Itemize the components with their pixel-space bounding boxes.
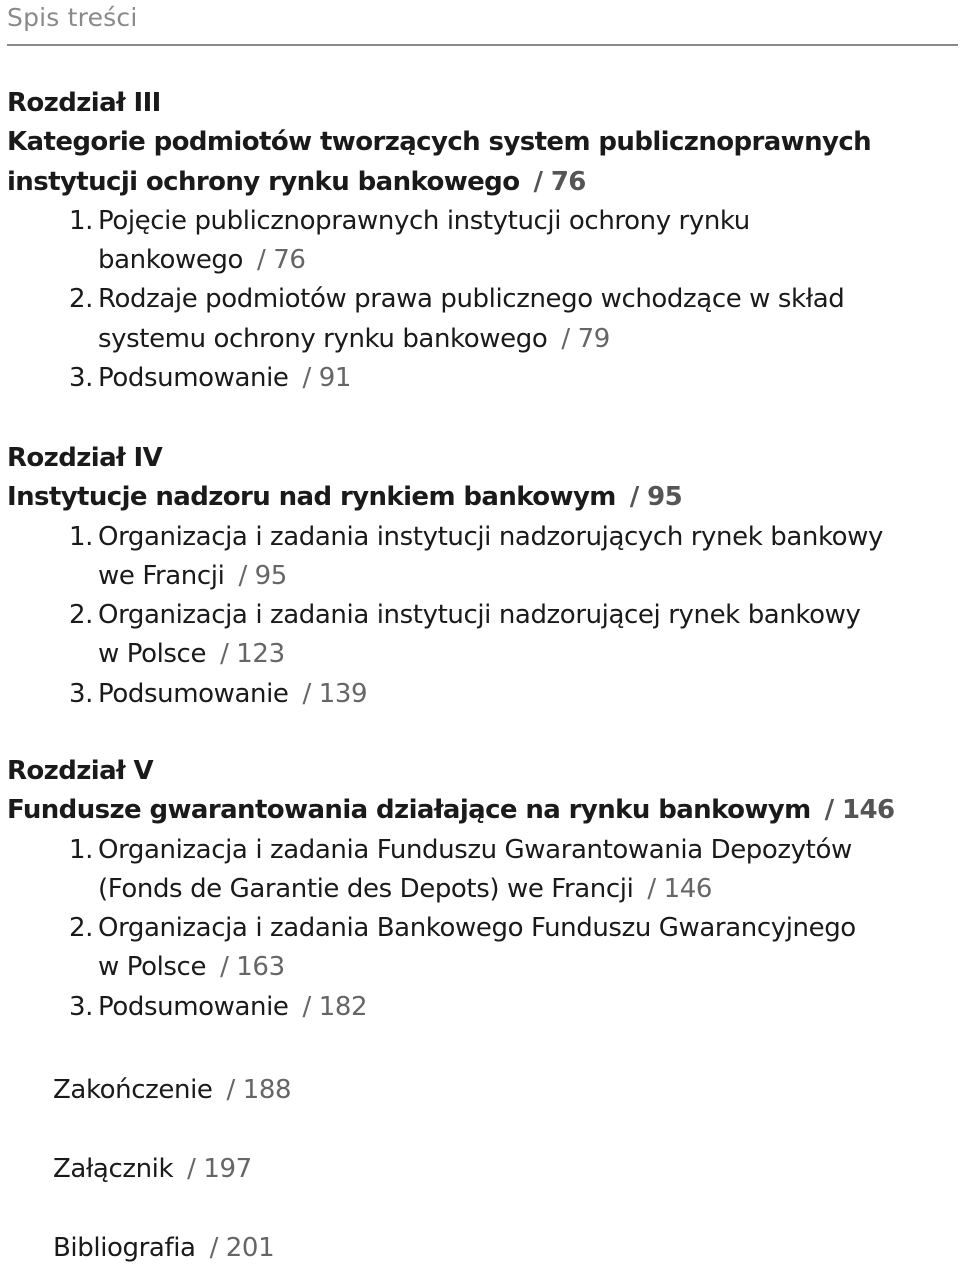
section-text: w Polsce bbox=[98, 952, 207, 983]
toc-entry[interactable] bbox=[7, 909, 952, 948]
section-text: Podsumowanie bbox=[98, 678, 289, 709]
section-text: Organizacja i zadania Bankowego Funduszu Gwarancyjnego bbox=[98, 913, 856, 944]
chapter-3 bbox=[7, 84, 952, 398]
page-number: / 188 bbox=[226, 1075, 292, 1105]
chapter-title-text: instytucji ochrony rynku bankowego bbox=[7, 166, 520, 197]
chapter-title-text: Fundusze gwarantowania działające na rynku bankowym bbox=[7, 795, 811, 826]
section-number: 2. bbox=[68, 600, 93, 631]
page-number: / 95 bbox=[629, 482, 683, 513]
page-number: / 123 bbox=[220, 639, 285, 670]
section-text: Organizacja i zadania instytucji nadzorujących rynek bankowy bbox=[98, 521, 884, 552]
page-number: / 139 bbox=[302, 678, 368, 709]
page-number: / 146 bbox=[824, 795, 895, 826]
toc-entry[interactable] bbox=[7, 831, 952, 870]
section-text: Podsumowanie bbox=[98, 363, 289, 394]
page-number: / 146 bbox=[647, 873, 713, 904]
section-number: 2. bbox=[68, 284, 93, 315]
section-text: Organizacja i zadania instytucji nadzorującej rynek bankowy bbox=[98, 600, 861, 631]
page-number: / 201 bbox=[209, 1233, 275, 1263]
chapter-title-text: Instytucje nadzoru nad rynkiem bankowym bbox=[7, 482, 616, 513]
page-number: / 79 bbox=[561, 323, 610, 354]
chapter-4 bbox=[7, 439, 952, 714]
toc-entry-continuation[interactable] bbox=[7, 870, 952, 909]
toc-entry[interactable] bbox=[7, 202, 952, 241]
page-number: / 95 bbox=[238, 560, 287, 591]
chapter-label: Rozdział IV bbox=[7, 443, 163, 473]
section-text: Organizacja i zadania Funduszu Gwarantowania Depozytów bbox=[98, 834, 852, 865]
page-number: / 182 bbox=[302, 991, 368, 1022]
toc-entry[interactable] bbox=[7, 518, 952, 557]
page-number: / 197 bbox=[187, 1154, 252, 1184]
page-header bbox=[7, 2, 958, 46]
page-number: / 163 bbox=[220, 952, 285, 983]
toc-entry-continuation[interactable] bbox=[7, 241, 952, 280]
toc-entry-continuation[interactable] bbox=[7, 557, 952, 596]
page-number: / 76 bbox=[533, 166, 586, 197]
toc-entry-continuation[interactable] bbox=[7, 635, 952, 674]
section-text: we Francji bbox=[98, 560, 225, 591]
section-number: 3. bbox=[68, 991, 93, 1022]
section-number: 3. bbox=[68, 363, 93, 394]
page-number: / 76 bbox=[257, 245, 306, 276]
section-text: bankowego bbox=[98, 245, 244, 276]
chapter-title-line[interactable] bbox=[7, 163, 952, 202]
back-matter-text: Bibliografia bbox=[53, 1233, 196, 1263]
chapter-title-line[interactable] bbox=[7, 123, 952, 162]
toc-entry[interactable] bbox=[7, 596, 952, 635]
back-matter-appendix[interactable] bbox=[53, 1150, 252, 1189]
section-number: 3. bbox=[68, 678, 93, 709]
chapter-title-line[interactable] bbox=[7, 791, 952, 830]
chapter-title-line[interactable] bbox=[7, 478, 952, 517]
toc-entry-continuation[interactable] bbox=[7, 948, 952, 987]
toc-entry-continuation[interactable] bbox=[7, 320, 952, 359]
back-matter-text: Zakończenie bbox=[53, 1075, 213, 1105]
section-text: w Polsce bbox=[98, 639, 207, 670]
back-matter-conclusion[interactable] bbox=[53, 1071, 291, 1110]
section-number: 1. bbox=[68, 521, 93, 552]
back-matter-text: Załącznik bbox=[53, 1154, 174, 1184]
section-number: 2. bbox=[68, 913, 93, 944]
section-text: Rodzaje podmiotów prawa publicznego wchodzące w skład bbox=[98, 284, 845, 315]
page-title: Spis treści bbox=[7, 3, 138, 32]
toc-entry[interactable] bbox=[7, 280, 952, 319]
back-matter-bibliography[interactable] bbox=[53, 1229, 274, 1268]
section-number: 1. bbox=[68, 834, 93, 865]
chapter-label: Rozdział III bbox=[7, 88, 161, 118]
toc-entry[interactable] bbox=[7, 675, 952, 714]
section-text: systemu ochrony rynku bankowego bbox=[98, 323, 548, 354]
section-text: Pojęcie publicznoprawnych instytucji ochrony rynku bbox=[98, 205, 750, 236]
section-number: 1. bbox=[68, 205, 93, 236]
chapter-label: Rozdział V bbox=[7, 756, 154, 786]
chapter-title-text: Kategorie podmiotów tworzących system publicznoprawnych bbox=[7, 127, 872, 158]
page-number: / 91 bbox=[302, 363, 352, 394]
toc-entry[interactable] bbox=[7, 988, 952, 1027]
section-text: (Fonds de Garantie des Depots) we Francji bbox=[98, 873, 634, 904]
chapter-5 bbox=[7, 752, 952, 1027]
toc-entry[interactable] bbox=[7, 359, 952, 398]
section-text: Podsumowanie bbox=[98, 991, 289, 1022]
